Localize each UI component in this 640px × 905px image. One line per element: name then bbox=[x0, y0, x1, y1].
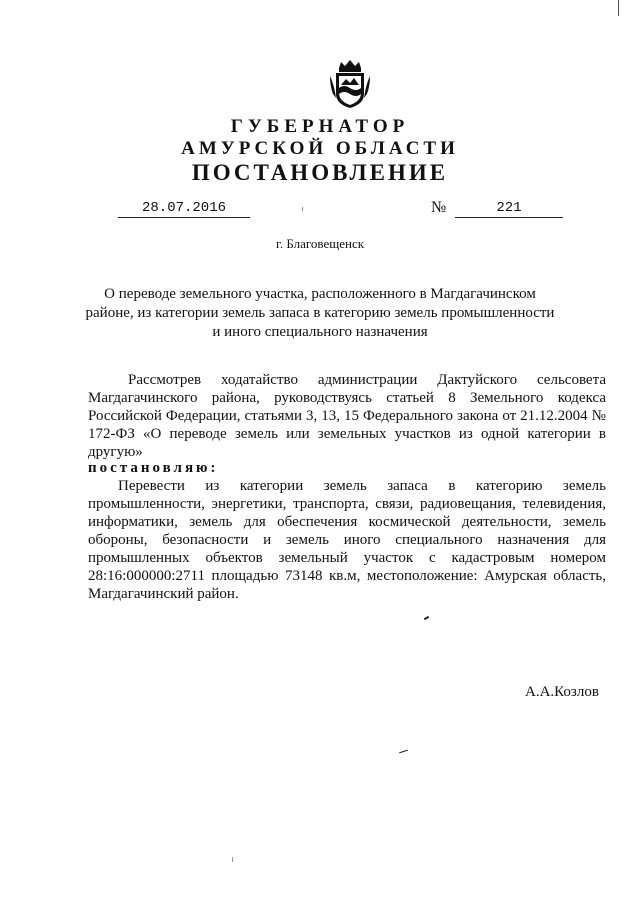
resolution-paragraph: Перевести из категории земель запаса в категорию земель промышленности, энергетики, транспорта, связи, радиовещания, телевидения, информатики, земель для обеспечения космической деятельности, земель обороны, безопасности и земель иного специального назначения для промышленных объектов земельный участок с кадастровым номером 28:16:000000:2711 площадью 73148 кв.м, местоположение: Амурская область, Магдагачинский район. bbox=[88, 478, 606, 602]
decree-word: постановляю: bbox=[88, 460, 219, 476]
city-line: г. Благовещенск bbox=[275, 236, 365, 251]
number-label: № bbox=[431, 199, 447, 216]
signature-name: А.А.Козлов bbox=[525, 684, 599, 700]
document-number: 221 bbox=[455, 199, 563, 218]
scan-mark bbox=[302, 207, 303, 211]
document-date: 28.07.2016 bbox=[118, 199, 250, 218]
governor-title: ГУБЕРНАТОР bbox=[230, 116, 410, 137]
scan-mark bbox=[232, 857, 233, 862]
scan-edge bbox=[618, 0, 619, 16]
amur-region-coat-of-arms-icon bbox=[327, 58, 373, 110]
preamble-paragraph: Рассмотрев ходатайство администрации Дактуйского сельсовета Магдагачинского района, руководствуясь статьей 8 Земельного кодекса Российской Федерации, статьями 3, 13, 15 Федерального закона от 21.12.2004 № 172-ФЗ «О переводе земель или земельных участков из одной категории в другую» bbox=[88, 372, 606, 460]
document-subject: О переводе земельного участка, расположенного в Магдагачинском районе, из категории земель запаса в категорию земель промышленности и иного специального назначения bbox=[85, 286, 555, 340]
region-title: АМУРСКОЙ ОБЛАСТИ bbox=[181, 138, 459, 159]
scan-mark bbox=[399, 750, 408, 754]
scan-mark bbox=[424, 616, 429, 620]
document-type-title: ПОСТАНОВЛЕНИЕ bbox=[191, 160, 449, 185]
